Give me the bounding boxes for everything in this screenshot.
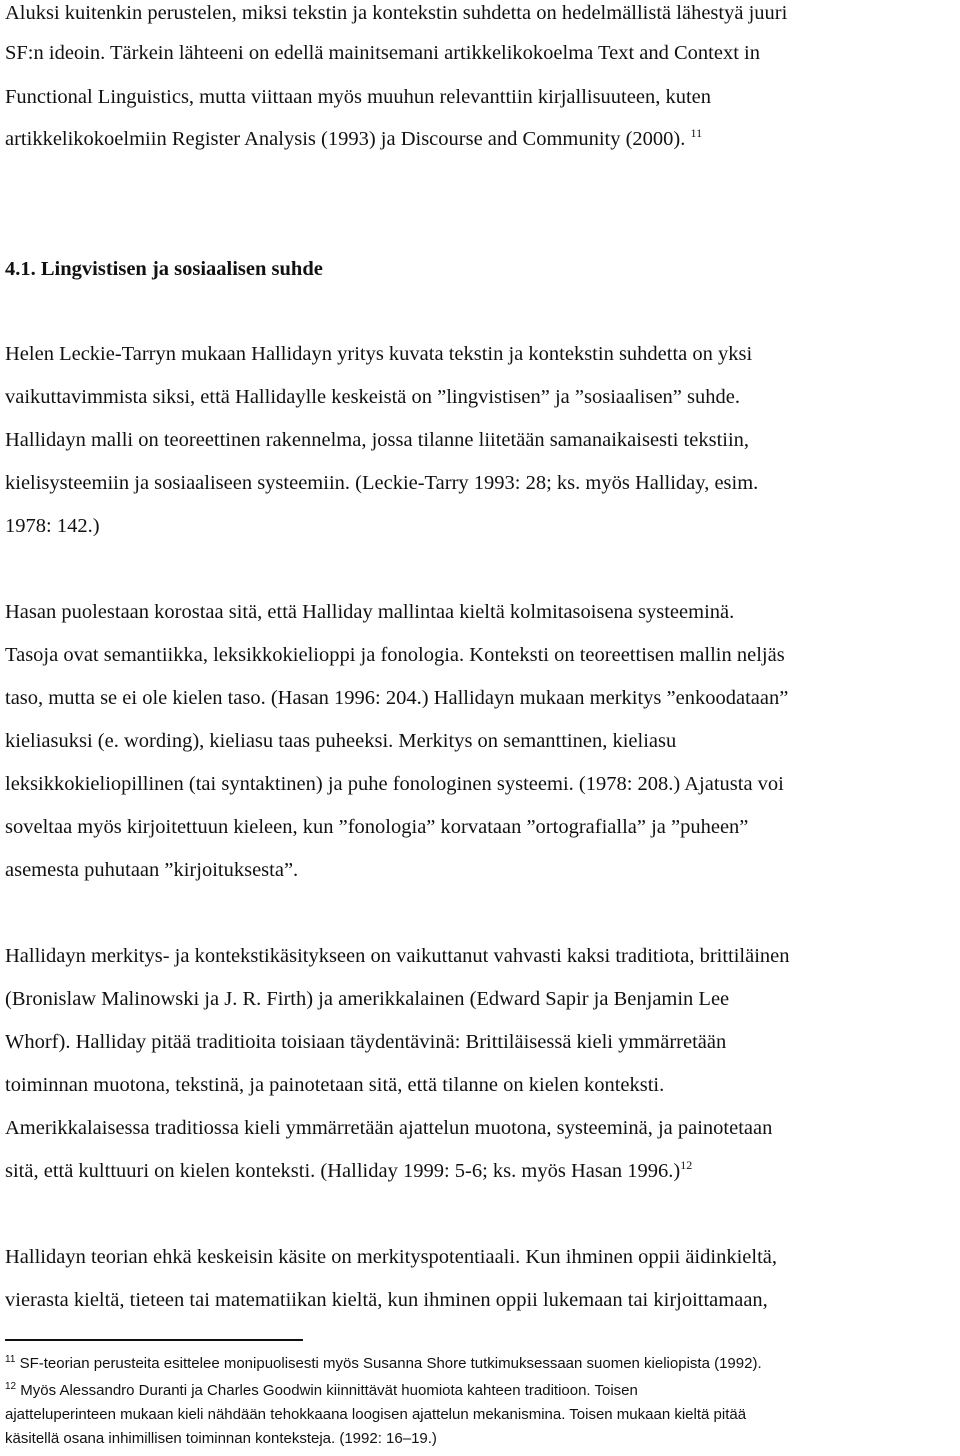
text-line — [5, 1158, 692, 1184]
text-line: 1978: 142.) — [5, 515, 100, 537]
text-line: Functional Linguistics, mutta viittaan myös muuhun relevanttiin kirjallisuuteen, kuten — [5, 86, 711, 108]
text-line — [5, 126, 702, 152]
footnote-continuation-line: ajatteluperinteen mukaan kieli nähdään tehokkaana loogisen ajattelun mekanismina. Toisen mukaan kieltä pitää — [5, 1406, 747, 1423]
text-line: Tasoja ovat semantiikka, leksikkokielioppi ja fonologia. Konteksti on teoreettisen mallin neljäs — [5, 644, 785, 666]
text-line-body: sitä, että kulttuuri on kielen konteksti. (Halliday 1999: 5-6; ks. myös Hasan 1996.) — [5, 1160, 681, 1182]
footnote-separator — [5, 1339, 303, 1341]
text-line-body: artikkelikokoelmiin Register Analysis (1993) ja Discourse and Community (2000). — [5, 128, 686, 150]
footnote-text: SF-teorian perusteita esittelee monipuolisesti myös Susanna Shore tutkimuksessaan suomen kieliopista (1992). — [19, 1355, 762, 1372]
text-line: Whorf). Halliday pitää traditioita toisiaan täydentävinä: Brittiläisessä kieli ymmärretään — [5, 1031, 727, 1053]
footnote — [5, 1381, 638, 1401]
section-heading: 4.1. Lingvistisen ja sosiaalisen suhde — [5, 258, 323, 280]
text-line: vaikuttavimmista siksi, että Hallidaylle keskeistä on ”lingvistisen” ja ”sosiaalisen” suhde. — [5, 386, 740, 408]
footnote-text: Myös Alessandro Duranti ja Charles Goodwin kiinnittävät huomiota kahteen traditioon. Toisen — [20, 1382, 638, 1399]
text-line: toiminnan muotona, tekstinä, ja painotetaan sitä, että tilanne on kielen konteksti. — [5, 1074, 665, 1096]
text-line: SF:n ideoin. Tärkein lähteeni on edellä mainitsemani artikkelikokoelma Text and Context in — [5, 42, 760, 64]
footnote-ref: 11 — [690, 126, 703, 141]
text-line: Hallidayn malli on teoreettinen rakennelma, jossa tilanne liitetään samanaikaisesti tekstiin, — [5, 429, 750, 451]
text-line: (Bronislaw Malinowski ja J. R. Firth) ja amerikkalainen (Edward Sapir ja Benjamin Lee — [5, 988, 730, 1010]
text-line: kielisysteemiin ja sosiaaliseen systeemiin. (Leckie-Tarry 1993: 28; ks. myös Halliday, esim. — [5, 472, 759, 494]
text-line: Amerikkalaisessa traditiossa kieli ymmärretään ajattelun muotona, systeeminä, ja painotetaan — [5, 1117, 773, 1139]
text-line: vierasta kieltä, tieteen tai matematiikan kieltä, kun ihminen oppii lukemaan tai kirjoittamaan, — [5, 1289, 768, 1311]
footnote-ref: 12 — [680, 1158, 693, 1173]
text-line: asemesta puhutaan ”kirjoituksesta”. — [5, 859, 299, 881]
text-line: Hallidayn teorian ehkä keskeisin käsite on merkityspotentiaali. Kun ihminen oppii äidinkieltä, — [5, 1246, 777, 1268]
footnote — [5, 1354, 762, 1374]
text-line: Aluksi kuitenkin perustelen, miksi tekstin ja kontekstin suhdetta on hedelmällistä lähestyä juuri — [5, 2, 788, 24]
text-line: Hasan puolestaan korostaa sitä, että Halliday mallintaa kieltä kolmitasoisena systeeminä. — [5, 601, 735, 623]
text-line: leksikkokieliopillinen (tai syntaktinen) ja puhe fonologinen systeemi. (1978: 208.) Ajatusta voi — [5, 773, 784, 795]
text-line: Hallidayn merkitys- ja kontekstikäsitykseen on vaikuttanut vahvasti kaksi traditiota, brittiläinen — [5, 945, 790, 967]
footnote-continuation-line: käsitellä osana inhimillisen toiminnan konteksteja. (1992: 16–19.) — [5, 1430, 437, 1447]
text-line: kieliasuksi (e. wording), kieliasu taas puheeksi. Merkitys on semanttinen, kieliasu — [5, 730, 677, 752]
text-line: soveltaa myös kirjoitettuun kieleen, kun ”fonologia” korvataan ”ortografialla” ja ”puheen” — [5, 816, 749, 838]
footnote-number: 11 — [5, 1354, 16, 1365]
text-line: taso, mutta se ei ole kielen taso. (Hasan 1996: 204.) Hallidayn mukaan merkitys ”enkoodataan” — [5, 687, 789, 709]
footnote-number: 12 — [5, 1381, 17, 1392]
text-line: Helen Leckie-Tarryn mukaan Hallidayn yritys kuvata tekstin ja kontekstin suhdetta on yksi — [5, 343, 753, 365]
